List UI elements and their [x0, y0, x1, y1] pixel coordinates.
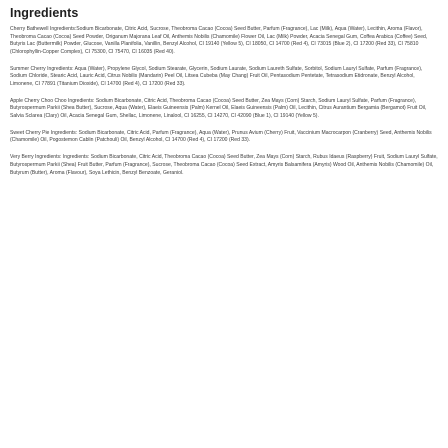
ingredients-paragraph-sweet-cherry-pie: Sweet Cherry Pie Ingredients: Sodium Bicarbonate, Citric Acid, Parfum (Fragrance), Aqua (Water), Prunus Avium (Cherry) Fruit, Vaccinium Macrocarpon (Cranberry) Seed, Anthemis Nobilis (Chamomile) Oil, Pogostemon Cablin (Patchouli) Oil, Benzyl Alcohol, CI 14700 (Red 4), CI 17200 (Red 33). [10, 129, 432, 144]
document-title: Ingredients [10, 6, 79, 20]
ingredients-paragraph-very-berry: Very Berry Ingredients: Ingredients: Sodium Bicarbonate, Citric Acid, Theobroma Cacao (Cocoa) Seed Butter, Zea Mays (Corn) Starch, Rubus Idaeus (Raspberry) Fruit, Sodium Lauryl Sulfate, Butyrospermum Parkii (Shea) Fruit Butter, Parfum (Fragrance), Sucrose, Theobroma Cacao (Cocoa) Seed Extract, Amyris Balsamifera (Amyris) Wood Oil, Anthemis Nobilis (Chamomile) Oil, Butyrum (Butter), Aroma (Flavour), Soya Lethicin, Benzyl Benzoate, Geraniol. [10, 154, 438, 176]
ingredients-paragraph-cherry-bathewell: Cherry Bathewell Ingredients:Sodium Bicarbonate, Citric Acid, Sucrose, Theobroma Cacao (Cocoa) Seed Butter, Parfum (Fragrance), Lac (Milk), Aqua (Water), Lecithin, Aroma (Flavor), Theobroma Cacao (Cocoa) Seed Powder, Origanum Majorana Leaf Oil, Anthemis Nobilis (Chamomile) Flower Oil, Lac (Milk) Powder, Acacia Senegal Gum, Coffea Arabica (Coffee) Seed, Butyris Lac (Buttermilk) Powder, Glucose, Vanilla Planifolia, Vanillin, Benzyl Alcohol, CI 19140 (Yellow 5), CI 18050, CI 14700 (Red 4), CI 73015 (Blue 2), CI 17200 (Red 33), CI 75810 (Chlorophyllin-Copper Complex), CI 75300, CI 75470, CI 16035 (Red 40). [10, 26, 428, 55]
ingredients-paragraph-apple-cherry-choo-choo: Apple Cherry Choo Choo Ingredients: Sodium Bicarbonate, Citric Acid, Theobroma Cacao (Cocoa) Seed Butter, Zea Mays (Corn) Starch, Sodium Lauryl Sulfate, Parfum (Fragrance), Butyrospermum Parkii (Shea Butter), Sucrose, Aqua (Water), Elaeis Guineensis (Palm) Kernel Oil, Elaeis Guineensis (Palm) Oil, Lecithin, Citrus Aurantium Bergamia (Bergamot) Fruit Oil, Salvia Sclarea (Clary) Oil, Acacia Senegal Gum, Shellac, Limonene, Linalool, CI 16255, CI 14270, CI 42090 (Blue 1), CI 19140 (Yellow 5). [10, 97, 427, 119]
ingredients-paragraph-summer-cherry: Summer Cherry Ingredients: Aqua (Water), Propylene Glycol, Sodium Stearate, Glycerin, Sodium Laurate, Sodium Laureth Sulfate, Sorbitol, Sodium Lauryl Sulfate, Parfum (Fragrance), Sodium Chloride, Stearic Acid, Lauric Acid, Citrus Nobilis (Mandarin) Peel Oil, Litsea Cubeba (May Chang) Fruit Oil, Pentasodium Pentetate, Tetrasodium Etidronate, Benzyl Alcohol, Limonene, CI 77891 (Titanium Dioxide), CI 14700 (Red 4), CI 17200 (Red 33). [10, 65, 423, 87]
